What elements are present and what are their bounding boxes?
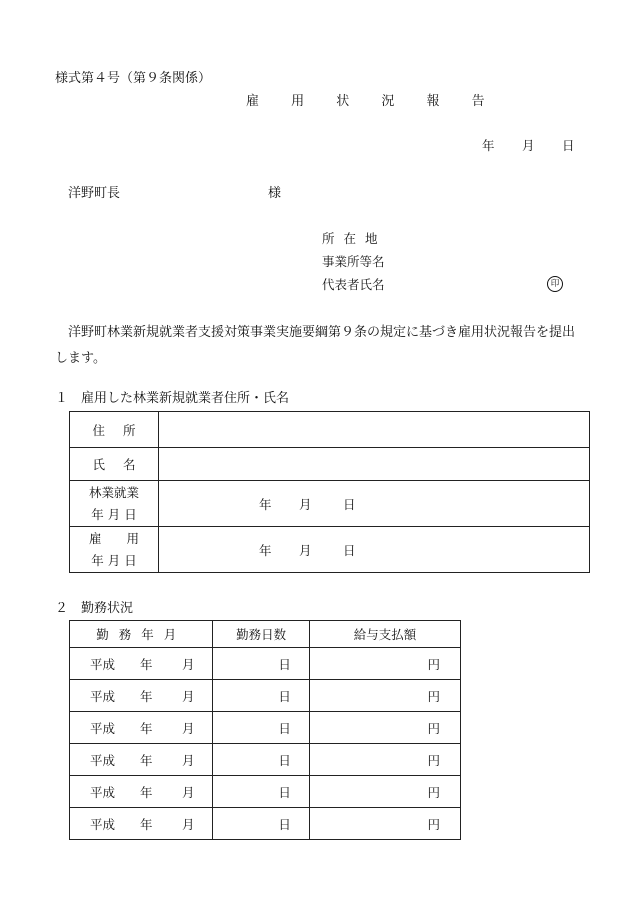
address-label-cell (70, 412, 159, 448)
year-label: 年 (140, 784, 153, 800)
name-value-cell[interactable] (159, 448, 590, 481)
applicant-representative-label: 代表者氏名 (322, 277, 385, 292)
month-label: 月 (182, 688, 195, 704)
table-row (70, 648, 461, 680)
date-year-label: 年 (482, 138, 495, 153)
start-date-label-line1: 林業就業 (88, 485, 139, 500)
days-unit: 日 (278, 752, 291, 768)
work-days-cell[interactable] (213, 776, 309, 808)
table-row (70, 712, 461, 744)
table-row (70, 527, 590, 573)
year-label: 年 (140, 752, 153, 768)
worker-info-table (69, 411, 590, 573)
address-label: 住所 (92, 422, 154, 438)
work-days-cell[interactable] (213, 680, 309, 712)
start-date-day: 日 (343, 496, 356, 512)
table-header-row (70, 621, 461, 648)
era-label: 平成 (90, 752, 116, 768)
month-label: 月 (182, 720, 195, 736)
yen-unit: 円 (427, 784, 440, 800)
month-label: 月 (182, 752, 195, 768)
document-title: 雇 用 状 況 報 告 (246, 94, 499, 109)
name-label: 氏名 (92, 457, 154, 472)
work-month-cell[interactable] (70, 744, 213, 776)
work-month-cell[interactable] (70, 648, 213, 680)
year-label: 年 (140, 688, 153, 704)
hire-date-label-line1: 雇 用 (88, 531, 139, 546)
era-label: 平成 (90, 816, 116, 832)
address-value-cell[interactable] (159, 412, 590, 448)
era-label: 平成 (90, 720, 116, 736)
hire-date-label-cell (70, 527, 159, 573)
era-label: 平成 (90, 656, 116, 672)
header-pay-amount: 給与支払額 (309, 621, 460, 648)
table-row (70, 776, 461, 808)
applicant-address-label: 所在地 (322, 231, 387, 246)
month-label: 月 (182, 816, 195, 832)
start-date-month: 月 (299, 496, 312, 512)
year-label: 年 (140, 720, 153, 736)
days-unit: 日 (278, 816, 291, 832)
work-days-cell[interactable] (213, 808, 309, 840)
body-text: 洋野町林業新規就業者支援対策事業実施要綱第９条の規定に基づき雇用状況報告を提出します。 (55, 325, 576, 366)
seal-icon: 印 (547, 276, 563, 292)
days-unit: 日 (278, 784, 291, 800)
hire-date-month: 月 (299, 542, 312, 558)
hire-date-year: 年 (259, 542, 272, 558)
pay-amount-cell[interactable] (309, 744, 460, 776)
yen-unit: 円 (427, 816, 440, 832)
year-label: 年 (140, 656, 153, 672)
pay-amount-cell[interactable] (309, 808, 460, 840)
hire-date-label-line2: 年 月 日 (91, 553, 137, 568)
table-row (70, 448, 590, 481)
work-days-cell[interactable] (213, 648, 309, 680)
hire-date-value-cell[interactable] (159, 527, 590, 573)
addressee-honorific: 様 (268, 186, 282, 201)
days-unit: 日 (278, 720, 291, 736)
table-row (70, 680, 461, 712)
work-month-cell[interactable] (70, 712, 213, 744)
section2-heading: ２ 勤務状況 (55, 601, 134, 616)
work-status-table (69, 620, 461, 840)
yen-unit: 円 (427, 656, 440, 672)
pay-amount-cell[interactable] (309, 776, 460, 808)
era-label: 平成 (90, 688, 116, 704)
yen-unit: 円 (427, 688, 440, 704)
work-month-cell[interactable] (70, 680, 213, 712)
addressee-name: 洋野町長 (68, 186, 121, 201)
table-row (70, 744, 461, 776)
pay-amount-cell[interactable] (309, 712, 460, 744)
era-label: 平成 (90, 784, 116, 800)
work-month-cell[interactable] (70, 776, 213, 808)
name-label-cell (70, 448, 159, 481)
work-days-cell[interactable] (213, 744, 309, 776)
header-work-month: 勤務年月 (70, 621, 213, 648)
pay-amount-cell[interactable] (309, 648, 460, 680)
start-date-value-cell[interactable] (159, 481, 590, 527)
month-label: 月 (182, 784, 195, 800)
work-days-cell[interactable] (213, 712, 309, 744)
month-label: 月 (182, 656, 195, 672)
yen-unit: 円 (427, 720, 440, 736)
applicant-office-label: 事業所等名 (322, 254, 385, 269)
year-label: 年 (140, 816, 153, 832)
days-unit: 日 (278, 688, 291, 704)
work-month-cell[interactable] (70, 808, 213, 840)
table-row (70, 412, 590, 448)
date-day-label: 日 (562, 138, 575, 153)
pay-amount-cell[interactable] (309, 680, 460, 712)
table-row (70, 808, 461, 840)
yen-unit: 円 (427, 752, 440, 768)
hire-date-day: 日 (343, 542, 356, 558)
form-number: 様式第４号（第９条関係） (55, 71, 212, 86)
header-work-days: 勤務日数 (213, 621, 309, 648)
date-month-label: 月 (522, 138, 535, 153)
start-date-label-line2: 年 月 日 (91, 507, 137, 522)
section1-heading: １ 雇用した林業新規就業者住所・氏名 (55, 391, 290, 406)
days-unit: 日 (278, 656, 291, 672)
start-date-label-cell (70, 481, 159, 527)
table-row (70, 481, 590, 527)
start-date-year: 年 (259, 496, 272, 512)
